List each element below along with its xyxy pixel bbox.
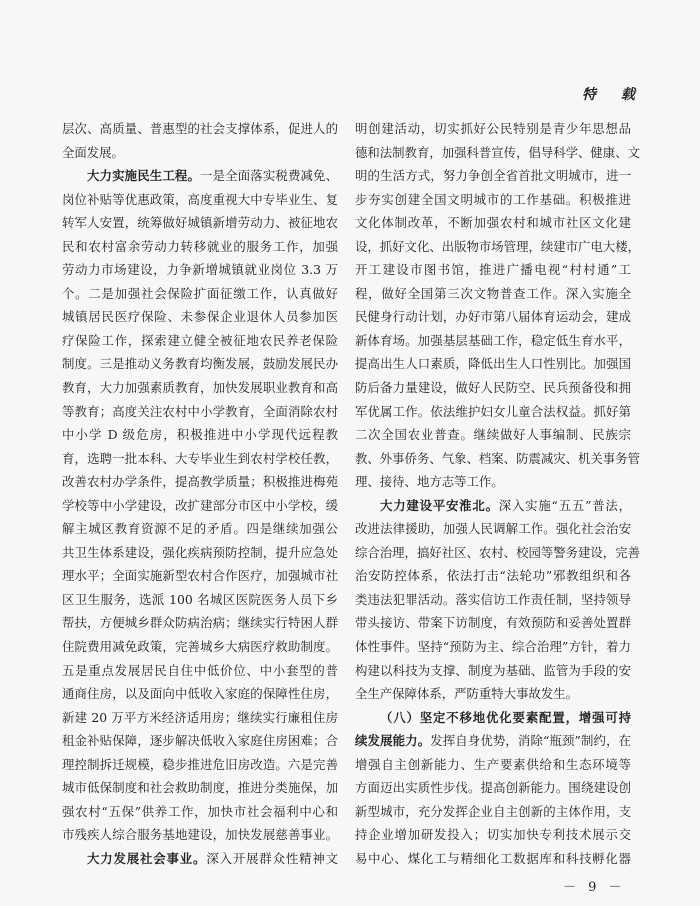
line-text: 治安防控体系，依法打击“法轮功”邪教组织和各 <box>355 568 631 584</box>
line-text: 提高出生人口素质，降低出生人口性别比。加强国 <box>355 356 631 372</box>
line-text: 二次全国农业普查。继续做好人事编制、民族宗 <box>355 427 631 443</box>
text-line <box>355 800 631 824</box>
text-line <box>355 541 640 565</box>
line-text: 区卫生服务，选派 100 名城区医院医务人员下乡 <box>62 591 338 607</box>
line-text: 带头接访、带案下访制度，有效预防和妥善处置群 <box>355 615 631 631</box>
line-text: 全生产保障体系，严防重特大事故发生。 <box>355 686 579 702</box>
text-line <box>62 776 338 800</box>
line-text: 中小学 D 级危房，积极推进中小学现代远程教 <box>62 427 338 443</box>
text-line <box>62 447 338 471</box>
line-text: 军优属工作。依法维护妇女儿童合法权益。抓好第 <box>355 403 631 419</box>
page-number: － 9 － <box>563 880 626 895</box>
line-text: 持企业增加研发投入；切实加快专利技术展示交 <box>355 827 631 843</box>
text-line <box>62 564 338 588</box>
line-text: 深入开展群众性精神文 <box>206 850 339 866</box>
line-text: 明的生活方式，努力争创全省首批文明城市，进一 <box>355 168 631 184</box>
text-line <box>62 847 338 871</box>
text-line <box>355 776 631 800</box>
text-line <box>355 188 631 212</box>
text-line <box>62 305 338 329</box>
line-text: 文化体制改革，不断加强农村和城市社区文化建 <box>355 215 631 231</box>
left-column <box>62 117 338 871</box>
line-text: 理、接待、地方志等工作。 <box>355 474 504 490</box>
text-line <box>62 164 338 188</box>
line-text: 防后备力量建设，做好人民防空、民兵预备役和拥 <box>355 380 631 396</box>
text-line <box>355 659 631 683</box>
line-text: 共卫生体系建设，强化疾病预防控制，提升应急处 <box>62 544 338 560</box>
line-text: 开工建设市图书馆，推进广播电视“村村通”工 <box>355 262 631 278</box>
line-text: 设，抓好文化、出版物市场管理，续建市广电大楼， <box>355 238 640 254</box>
text-line <box>355 282 631 306</box>
line-text: 新建 20 万平方米经济适用房；继续实行廉租住房 <box>62 709 338 725</box>
bold-heading: 大力建设平安淮北。 <box>380 497 499 513</box>
line-text: 帮扶，方便城乡群众防病治病；继续实行特困人群 <box>62 615 338 631</box>
text-line <box>62 282 338 306</box>
line-text: 综合治理，搞好社区、农村、校园等警务建设，完善 <box>355 544 640 560</box>
text-line <box>355 423 631 447</box>
text-line <box>355 753 631 777</box>
line-text: 层次、高质量、普惠型的社会支撑体系，促进人的 <box>62 121 338 136</box>
line-text: 构建以科技为支撑、制度为基础、监管为手段的安 <box>355 662 631 678</box>
line-text: 解主城区教育资源不足的矛盾。四是继续加强公 <box>62 521 338 537</box>
text-line <box>355 141 640 165</box>
text-line <box>62 376 338 400</box>
text-line <box>62 517 338 541</box>
line-text: 学校等中小学建设，改扩建部分市区中小学校，缓 <box>62 497 338 513</box>
line-text: 民健身行动计划，办好市第八届体育运动会，建成 <box>355 309 631 325</box>
line-text: 改进法律援助，加强人民调解工作。强化社会治安 <box>355 521 631 537</box>
text-line <box>62 635 338 659</box>
line-text: 深入实施“五五”普法， <box>498 497 632 513</box>
line-text: 城镇居民医疗保险、未参保企业退休人员参加医 <box>62 309 338 325</box>
text-line <box>355 164 631 188</box>
line-text: 城市低保制度和社会救助制度，推进分类施保，加 <box>62 780 338 796</box>
line-text: 一是全面落实税费减免、 <box>200 168 339 184</box>
line-text: 体性事件。坚持“预防为主、综合治理”方针，着力 <box>355 639 631 655</box>
line-text: 转军人安置，统筹做好城镇新增劳动力、被征地农 <box>62 215 338 231</box>
line-text: 民和农村富余劳动力转移就业的服务工作，加强 <box>62 238 338 254</box>
text-line <box>62 188 338 212</box>
line-text: 新体育场。加强基层基础工作，稳定低生育水平， <box>355 332 631 348</box>
text-line <box>62 117 338 141</box>
line-text: 理水平；全面实施新型农村合作医疗，加强城市社 <box>62 568 338 584</box>
line-text: 个。二是加强社会保险扩面征缴工作，认真做好 <box>62 285 338 301</box>
text-line <box>62 352 338 376</box>
text-line <box>62 258 338 282</box>
text-line <box>62 800 338 824</box>
text-line <box>355 211 631 235</box>
line-text: 改善农村办学条件，提高教学质量；积极推进梅苑 <box>62 474 338 490</box>
line-text: 市残疾人综合服务基地建设，加快发展慈善事业。 <box>62 827 338 843</box>
text-line <box>62 423 338 447</box>
text-line <box>355 235 640 259</box>
text-line <box>62 682 338 706</box>
text-line <box>355 517 631 541</box>
text-line <box>62 823 338 847</box>
text-line <box>62 588 338 612</box>
line-text: 新型城市，充分发挥企业自主创新的主体作用，支 <box>355 803 631 819</box>
text-line <box>62 470 338 494</box>
text-line <box>62 211 338 235</box>
line-text: 全面发展。 <box>62 144 124 160</box>
line-text: 程，做好全国第三次文物普查工作。深入实施全 <box>355 285 631 301</box>
text-line <box>355 494 631 518</box>
section-header: 特 载 <box>582 87 645 103</box>
text-line <box>355 447 640 471</box>
text-line <box>62 659 338 683</box>
text-line <box>355 352 631 376</box>
line-text: 德和法制教育，加强科普宣传，倡导科学、健康、文 <box>355 144 640 160</box>
line-text: 方面迈出实质性步伐。提高创新能力。围绕建设创 <box>355 780 631 796</box>
text-line <box>355 470 631 494</box>
text-line <box>355 258 631 282</box>
line-text: 育，选聘一批本科、大专毕业生到农村学校任教， <box>62 450 338 466</box>
text-line <box>355 635 631 659</box>
text-line <box>355 117 631 141</box>
text-line <box>62 611 338 635</box>
text-line <box>355 305 631 329</box>
line-text: 增强自主创新能力、生产要素供给和生态环境等 <box>355 756 631 772</box>
line-text: 五是重点发展居民自住中低价位、中小套型的普 <box>62 662 338 678</box>
text-line <box>355 329 631 353</box>
bold-heading: （八）坚定不移地优化要素配置，增强可持 <box>380 709 631 725</box>
bold-heading: 大力实施民生工程。 <box>87 168 201 184</box>
text-line <box>62 729 338 753</box>
line-text: 等教育；高度关注农村中小学教育，全面消除农村 <box>62 403 338 419</box>
line-text: 住院费用减免政策，完善城乡大病医疗救助制度。 <box>62 639 338 655</box>
line-text: 步夯实创建全国文明城市的工作基础。积极推进 <box>355 191 631 207</box>
text-line <box>62 494 338 518</box>
text-line <box>355 376 631 400</box>
line-text: 教育，大力加强素质教育，加快发展职业教育和高 <box>62 380 338 396</box>
text-line <box>62 706 338 730</box>
line-text: 理控制拆迁规模，稳步推进危旧房改造。六是完善 <box>62 756 338 772</box>
line-text: 劳动力市场建设，力争新增城镇就业岗位 3.3 万 <box>62 262 338 278</box>
text-line <box>355 564 631 588</box>
line-text: 强农村“五保”供养工作，加快市社会福利中心和 <box>62 803 338 819</box>
text-line <box>355 588 631 612</box>
bold-heading: 续发展能力。 <box>355 733 431 749</box>
line-text: 类违法犯罪活动。落实信访工作责任制，坚持领导 <box>355 591 631 607</box>
line-text: 租金补贴保障，逐步解决低收入家庭住房困难；合 <box>62 733 338 749</box>
text-line <box>355 847 631 871</box>
text-line <box>62 753 338 777</box>
text-line <box>62 400 338 424</box>
text-line <box>355 611 631 635</box>
bold-heading: 大力发展社会事业。 <box>87 850 207 866</box>
text-line <box>355 823 631 847</box>
line-text: 疗保险工作，探索建立健全被征地农民养老保险 <box>62 332 338 348</box>
text-line <box>355 706 631 730</box>
text-line <box>62 235 338 259</box>
line-text: 岗位补贴等优惠政策，高度重视大中专毕业生、复 <box>62 191 338 207</box>
line-text: 发挥自身优势，消除“瓶颈”制约，在 <box>430 733 632 749</box>
line-text: 明创建活动，切实抓好公民特别是青少年思想品 <box>355 121 631 136</box>
text-line <box>62 329 338 353</box>
line-text: 易中心、煤化工与精细化工数据库和科技孵化器 <box>355 850 631 866</box>
text-line <box>355 682 631 706</box>
text-line <box>62 141 338 165</box>
text-line <box>355 729 631 753</box>
text-line <box>355 400 631 424</box>
right-column <box>355 117 640 871</box>
text-line <box>62 541 338 565</box>
line-text: 教、外事侨务、气象、档案、防震减灾、机关事务管 <box>355 450 640 466</box>
line-text: 制度。三是推动义务教育均衡发展，鼓励发展民办 <box>62 356 338 372</box>
line-text: 通商住房，以及面向中低收入家庭的保障性住房， <box>62 686 338 702</box>
